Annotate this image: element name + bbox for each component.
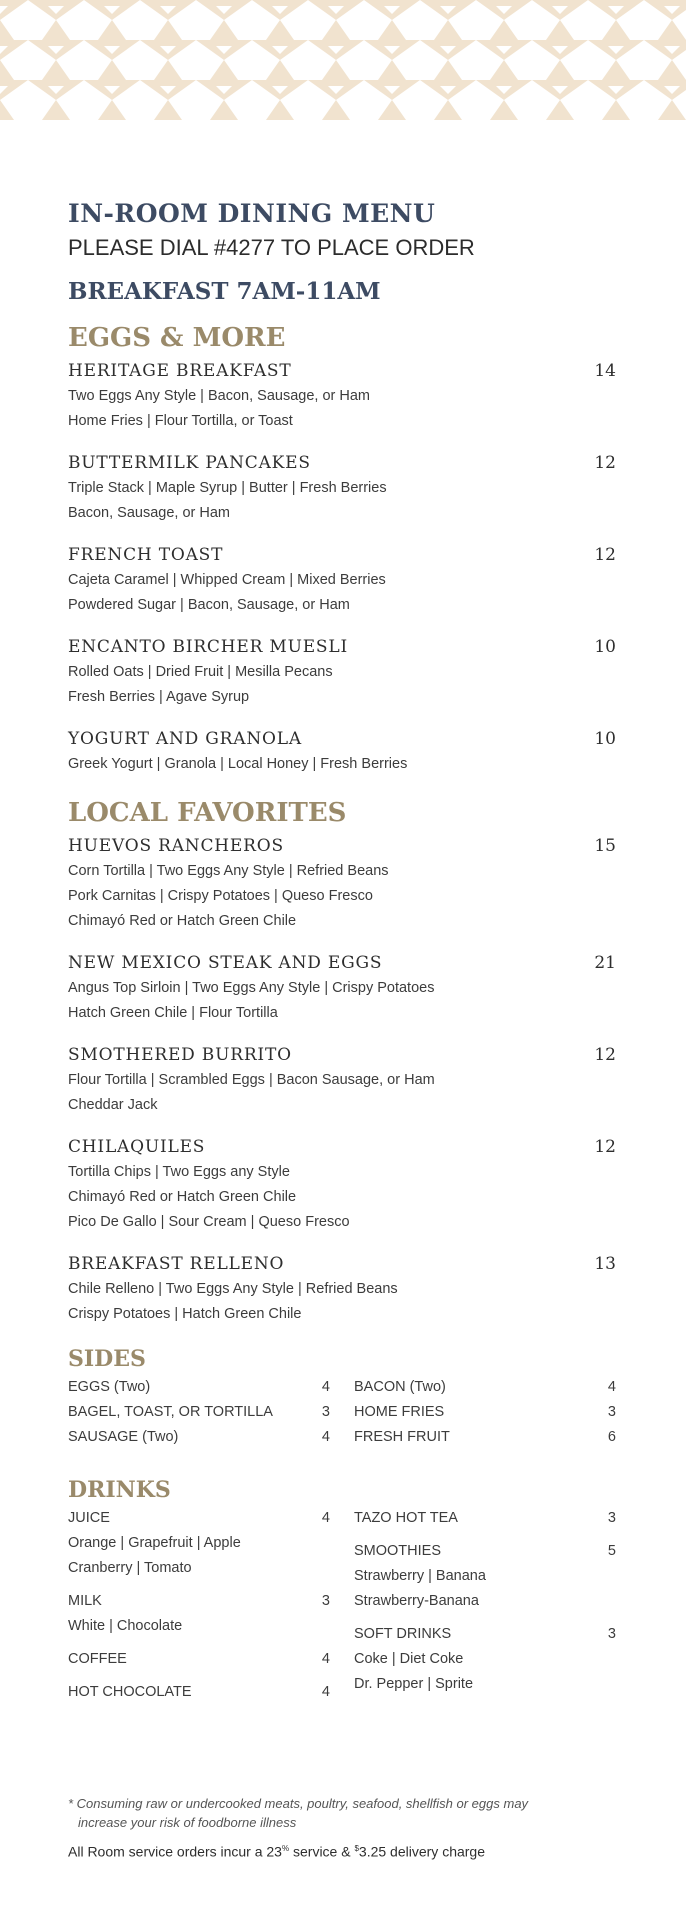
- menu-item-name: FRENCH TOAST: [68, 545, 224, 565]
- service-percent-sign: %: [281, 1844, 290, 1853]
- menu-item-price: 21: [594, 953, 616, 973]
- drink-item: [68, 1506, 330, 1581]
- drinks-right-column: [354, 1506, 616, 1713]
- menu-item-description: Hatch Green Chile | Flour Tortilla: [68, 1005, 278, 1021]
- pattern-triangle: [322, 60, 350, 80]
- drink-item: [68, 1589, 330, 1639]
- menu-item-header: [68, 358, 616, 384]
- menu-content: [68, 196, 616, 1713]
- disclaimer-line-2: increase your risk of foodborne illness: [78, 1815, 297, 1830]
- side-item-price: 3: [607, 1404, 616, 1420]
- pattern-triangle: [490, 20, 518, 40]
- menu-item-name: CHILAQUILES: [68, 1137, 206, 1157]
- side-item-price: 4: [321, 1379, 330, 1395]
- sides-right-column: [354, 1375, 616, 1450]
- drink-item: [68, 1680, 330, 1705]
- drink-item-header: [68, 1647, 330, 1672]
- pattern-triangle: [546, 100, 574, 120]
- drink-item-price: 4: [321, 1684, 330, 1700]
- menu-item-description: Greek Yogurt | Granola | Local Honey | Fresh Berries: [68, 756, 408, 772]
- menu-item-name: NEW MEXICO STEAK AND EGGS: [68, 953, 383, 973]
- side-item-price: 3: [321, 1404, 330, 1420]
- drink-item-name: COFFEE: [68, 1651, 127, 1667]
- drink-item-header: [68, 1680, 330, 1705]
- sides-columns: [68, 1375, 616, 1450]
- pattern-triangle: [210, 60, 238, 80]
- pattern-triangle: [0, 60, 14, 80]
- menu-item-description: Flour Tortilla | Scrambled Eggs | Bacon Sausage, or Ham: [68, 1072, 435, 1088]
- disclaimer-line-1: * Consuming raw or undercooked meats, poultry, seafood, shellfish or eggs may: [68, 1796, 529, 1811]
- drink-item: [68, 1647, 330, 1672]
- side-item: [354, 1400, 616, 1425]
- page-title: IN-ROOM DINING MENU: [68, 199, 436, 228]
- menu-item-description: Two Eggs Any Style | Bacon, Sausage, or Ham: [68, 388, 370, 404]
- menu-item-description: Tortilla Chips | Two Eggs any Style: [68, 1164, 290, 1180]
- menu-item-description: Cajeta Caramel | Whipped Cream | Mixed Berries: [68, 572, 386, 588]
- pattern-triangle: [490, 60, 518, 80]
- pattern-triangle: [266, 60, 294, 80]
- pattern-triangle: [98, 20, 126, 40]
- pattern-triangle: [644, 40, 686, 60]
- menu-item-description: Crispy Potatoes | Hatch Green Chile: [68, 1306, 302, 1322]
- pattern-triangle: [266, 20, 294, 40]
- pattern-triangle: [434, 60, 462, 80]
- pattern-triangle: [42, 100, 70, 120]
- drink-item-name: HOT CHOCOLATE: [68, 1684, 192, 1700]
- menu-item-header: [68, 450, 616, 476]
- menu-item-header: [68, 726, 616, 752]
- side-item: [354, 1425, 616, 1450]
- eggs-item-list: [68, 358, 616, 777]
- footer: [68, 1794, 628, 1863]
- drink-item-options: Orange | Grapefruit | Apple: [68, 1535, 241, 1551]
- side-item-name: SAUSAGE (Two): [68, 1429, 179, 1445]
- pattern-triangle: [658, 20, 686, 40]
- drink-item-name: JUICE: [68, 1510, 110, 1526]
- menu-item-name: ENCANTO BIRCHER MUESLI: [68, 637, 348, 657]
- pattern-triangle: [266, 100, 294, 120]
- menu-item-description: Chimayó Red or Hatch Green Chile: [68, 913, 297, 929]
- menu-item-header: [68, 1134, 616, 1160]
- menu-item: [68, 542, 616, 618]
- sides-left-column: [68, 1375, 330, 1450]
- pattern-triangle: [434, 20, 462, 40]
- menu-item-price: 15: [594, 836, 616, 856]
- menu-item: [68, 358, 616, 434]
- pattern-triangle: [98, 100, 126, 120]
- menu-item-description: Chile Relleno | Two Eggs Any Style | Refried Beans: [68, 1281, 398, 1297]
- menu-item-description: Powdered Sugar | Bacon, Sausage, or Ham: [68, 597, 350, 613]
- drink-item-options: Cranberry | Tomato: [68, 1560, 192, 1576]
- drink-item-price: 4: [321, 1651, 330, 1667]
- menu-item-description: Cheddar Jack: [68, 1097, 158, 1113]
- side-item-price: 4: [321, 1429, 330, 1445]
- menu-item-description: Home Fries | Flour Tortilla, or Toast: [68, 413, 293, 429]
- side-item: [354, 1375, 616, 1400]
- side-item-price: 4: [607, 1379, 616, 1395]
- menu-item: [68, 1134, 616, 1235]
- menu-item-description: Rolled Oats | Dried Fruit | Mesilla Pecans: [68, 664, 333, 680]
- pattern-triangle: [42, 20, 70, 40]
- menu-item-header: [68, 950, 616, 976]
- side-item: [68, 1375, 330, 1400]
- menu-item-name: SMOTHERED BURRITO: [68, 1045, 292, 1065]
- menu-item: [68, 634, 616, 710]
- drink-item-name: TAZO HOT TEA: [354, 1510, 458, 1526]
- menu-item-price: 13: [594, 1254, 616, 1274]
- menu-item-description: Pork Carnitas | Crispy Potatoes | Queso Fresco: [68, 888, 373, 904]
- drink-item-name: MILK: [68, 1593, 102, 1609]
- side-item-name: BACON (Two): [354, 1379, 446, 1395]
- side-item-name: FRESH FRUIT: [354, 1429, 450, 1445]
- pattern-triangle: [658, 60, 686, 80]
- drink-item-header: [68, 1589, 330, 1614]
- service-charge-note: [68, 1838, 628, 1863]
- drinks-columns: [68, 1506, 616, 1713]
- pattern-triangle: [644, 0, 686, 20]
- menu-item: [68, 1251, 616, 1327]
- drink-item: [354, 1539, 616, 1614]
- pattern-triangle: [322, 20, 350, 40]
- local-item-list: [68, 833, 616, 1327]
- order-instructions: PLEASE DIAL #4277 TO PLACE ORDER: [68, 235, 475, 260]
- service-text-suffix: 3.25 delivery charge: [358, 1843, 485, 1860]
- drink-item-header: [354, 1622, 616, 1647]
- pattern-triangle: [658, 100, 686, 120]
- menu-item: [68, 833, 616, 934]
- drink-item-price: 3: [321, 1593, 330, 1609]
- menu-item-description: Angus Top Sirloin | Two Eggs Any Style | Crispy Potatoes: [68, 980, 435, 996]
- menu-item: [68, 450, 616, 526]
- section-heading-eggs: EGGS & MORE: [68, 323, 286, 353]
- menu-item-price: 10: [594, 729, 616, 749]
- pattern-triangle: [546, 20, 574, 40]
- pattern-triangle: [42, 60, 70, 80]
- side-item: [68, 1425, 330, 1450]
- drink-item-price: 5: [607, 1543, 616, 1559]
- pattern-triangle: [154, 100, 182, 120]
- menu-item-description: Triple Stack | Maple Syrup | Butter | Fresh Berries: [68, 480, 387, 496]
- menu-item-name: YOGURT AND GRANOLA: [68, 729, 302, 749]
- pattern-triangle: [602, 100, 630, 120]
- aztec-pattern-banner: [0, 0, 686, 120]
- menu-item-price: 12: [594, 453, 616, 473]
- pattern-triangle: [490, 100, 518, 120]
- menu-item-header: [68, 1251, 616, 1277]
- pattern-triangle: [602, 20, 630, 40]
- pattern-triangle: [378, 60, 406, 80]
- pattern-triangle: [602, 60, 630, 80]
- drink-item: [354, 1506, 616, 1531]
- pattern-triangle: [98, 60, 126, 80]
- menu-item-name: HUEVOS RANCHEROS: [68, 836, 284, 856]
- pattern-triangle: [0, 0, 28, 20]
- pattern-triangle: [0, 80, 28, 100]
- pattern-triangle: [378, 20, 406, 40]
- menu-item-description: Fresh Berries | Agave Syrup: [68, 689, 250, 705]
- menu-item-price: 12: [594, 1045, 616, 1065]
- menu-item: [68, 950, 616, 1026]
- drink-item-price: 3: [607, 1510, 616, 1526]
- side-item-price: 6: [607, 1429, 616, 1445]
- menu-item-description: Chimayó Red or Hatch Green Chile: [68, 1189, 297, 1205]
- drink-item-name: SOFT DRINKS: [354, 1626, 452, 1642]
- menu-item-price: 12: [594, 545, 616, 565]
- menu-item-price: 10: [594, 637, 616, 657]
- menu-item-header: [68, 542, 616, 568]
- pattern-triangle: [322, 100, 350, 120]
- pattern-triangle: [0, 100, 14, 120]
- pattern-triangle: [378, 100, 406, 120]
- drink-item: [354, 1622, 616, 1697]
- pattern-triangle: [644, 80, 686, 100]
- drink-item-header: [354, 1506, 616, 1531]
- pattern-triangle: [154, 20, 182, 40]
- food-safety-disclaimer: [68, 1794, 628, 1832]
- service-dollar-sign: $: [354, 1844, 359, 1853]
- section-heading-drinks: DRINKS: [68, 1477, 171, 1503]
- drink-item-options: White | Chocolate: [68, 1618, 183, 1634]
- side-item: [68, 1400, 330, 1425]
- service-text-prefix: All Room service orders incur a 23: [68, 1843, 282, 1860]
- pattern-triangle: [210, 100, 238, 120]
- menu-item-description: Corn Tortilla | Two Eggs Any Style | Refried Beans: [68, 863, 389, 879]
- side-item-name: HOME FRIES: [354, 1404, 445, 1420]
- drinks-left-column: [68, 1506, 330, 1713]
- section-heading-local: LOCAL FAVORITES: [68, 798, 347, 828]
- drink-item-name: SMOOTHIES: [354, 1543, 442, 1559]
- drink-item-options: Strawberry-Banana: [354, 1593, 479, 1609]
- menu-item-name: BUTTERMILK PANCAKES: [68, 453, 311, 473]
- menu-item-header: [68, 833, 616, 859]
- menu-item-header: [68, 1042, 616, 1068]
- pattern-triangle: [546, 60, 574, 80]
- drink-item-header: [354, 1539, 616, 1564]
- drink-item-price: 4: [321, 1510, 330, 1526]
- menu-item-name: BREAKFAST RELLENO: [68, 1254, 285, 1274]
- drink-item-options: Dr. Pepper | Sprite: [354, 1676, 474, 1692]
- pattern-triangle: [0, 20, 14, 40]
- drink-item-header: [68, 1506, 330, 1531]
- menu-item: [68, 726, 616, 777]
- menu-item-header: [68, 634, 616, 660]
- side-item-name: BAGEL, TOAST, OR TORTILLA: [68, 1404, 273, 1420]
- side-item-name: EGGS (Two): [68, 1379, 151, 1395]
- menu-item-description: Pico De Gallo | Sour Cream | Queso Fresco: [68, 1214, 350, 1230]
- drink-item-options: Strawberry | Banana: [354, 1568, 486, 1584]
- pattern-triangle: [210, 20, 238, 40]
- menu-item-name: HERITAGE BREAKFAST: [68, 361, 292, 381]
- meal-period-heading: BREAKFAST 7AM-11AM: [68, 278, 381, 305]
- menu-item: [68, 1042, 616, 1118]
- menu-item-price: 14: [594, 361, 616, 381]
- pattern-triangle: [154, 60, 182, 80]
- menu-item-price: 12: [594, 1137, 616, 1157]
- pattern-triangle: [434, 100, 462, 120]
- drink-item-options: Coke | Diet Coke: [354, 1651, 464, 1667]
- service-text-middle: service &: [289, 1843, 355, 1860]
- pattern-triangle: [0, 40, 28, 60]
- section-heading-sides: SIDES: [68, 1346, 146, 1372]
- drink-item-price: 3: [607, 1626, 616, 1642]
- menu-item-description: Bacon, Sausage, or Ham: [68, 505, 231, 521]
